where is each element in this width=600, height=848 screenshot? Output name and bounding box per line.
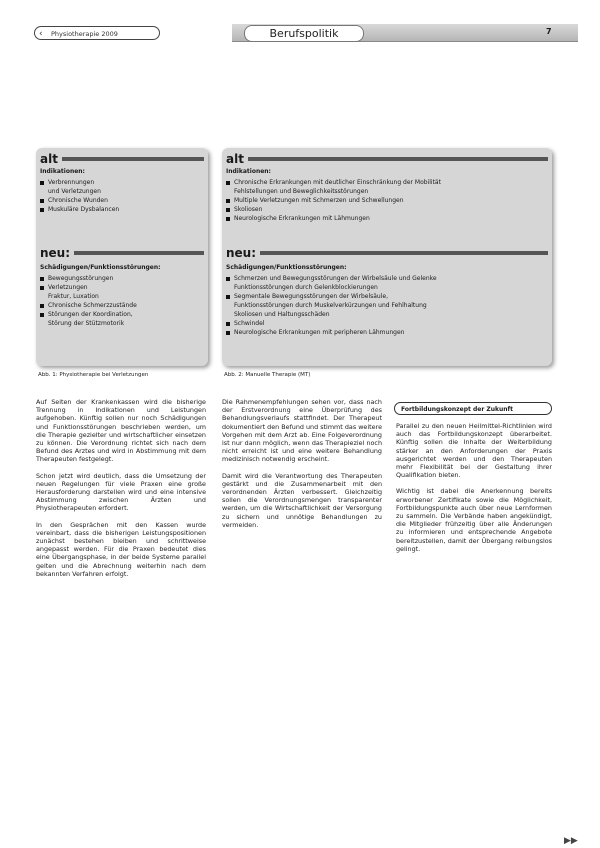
paragraph: Die Rahmenempfehlungen sehen vor, dass nach der Erstverordnung eine Überprüfung des Behandlungsverlaufs stattfindet. Der Therapeut dokumentiert den Befund und stimmt das weitere Vorgehen mit dem Arzt ab. Eine Folgeverordnung ist nur dann möglich, wenn das Therapieziel noch nicht erreicht ist und eine weitere Behandlung medizinisch notwendig erscheint. — [222, 398, 382, 464]
paragraph: Auf Seiten der Krankenkassen wird die bisherige Trennung in Indikationen und Leistungen aufgehoben. Künftig sollen nur noch Schädigungen und Funktionsstörungen beschrieben werden, um die Therapie gezielter und wirtschaftlicher einsetzen zu können. Die Verordnung richtet sich nach dem Befund des Arztes und wird in Abstimmung mit dem Therapeuten festgelegt. — [36, 398, 206, 464]
alt-list — [40, 178, 204, 214]
paragraph: Parallel zu den neuen Heilmittel-Richtlinien wird auch das Fortbildungskonzept überarbeitet. Künftig sollen die Inhalte der Weiterbildung stärker an den Anforderungen der Praxis ausgerichtet werden und den Therapeuten mehr Flexibilität bei der Gestaltung ihrer Qualifikation bieten. — [396, 422, 552, 480]
alt-heading: alt — [226, 152, 548, 166]
list-item: Verletzungen — [40, 283, 204, 292]
list-item: Verbrennungen — [40, 178, 204, 187]
neu-subheading: Schädigungen/Funktionsstörungen: — [40, 264, 161, 271]
list-item: und Verletzungen — [48, 188, 101, 195]
neu-heading: neu: — [226, 246, 548, 260]
neu-list — [226, 274, 548, 337]
alt-subheading: Indikationen: — [226, 168, 271, 175]
alt-subheading: Indikationen: — [40, 168, 85, 175]
caption-right: Abb. 2: Manuelle Therapie (MT) — [224, 372, 311, 378]
alt-list — [226, 178, 548, 223]
list-item: Multiple Verletzungen mit Schmerzen und Schwellungen — [226, 196, 548, 205]
list-item: Fraktur, Luxation — [48, 293, 99, 300]
body-column-3 — [396, 422, 552, 561]
info-box-left — [36, 148, 208, 366]
list-item: Chronische Schmerzzustände — [40, 301, 204, 310]
list-item: Skoliosen und Haltungsschäden — [234, 311, 330, 318]
list-item: Funktionsstörungen durch Gelenkblockierungen — [234, 284, 378, 291]
list-item: Muskuläre Dysbalancen — [40, 205, 204, 214]
page-number: 7 — [546, 27, 552, 36]
list-item: Segmentale Bewegungsstörungen der Wirbelsäule, — [226, 292, 548, 301]
arrow-left-icon: ‹ — [39, 29, 43, 39]
page-title: Berufspolitik — [244, 25, 364, 42]
info-box-right — [222, 148, 552, 366]
list-item: Chronische Erkrankungen mit deutlicher Einschränkung der Mobilität — [226, 178, 548, 187]
neu-subheading: Schädigungen/Funktionsstörungen: — [226, 264, 347, 271]
body-column-2 — [222, 398, 382, 537]
subheading-tag: Fortbildungskonzept der Zukunft — [394, 402, 552, 415]
list-item: Fehlstellungen und Beweglichkeitsstörungen — [234, 188, 369, 195]
paragraph: Schon jetzt wird deutlich, dass die Umsetzung der neuen Regelungen für viele Praxen eine große Herausforderung darstellen wird und eine intensive Abstimmung zwischen Ärzten und Physiotherapeuten erfordert. — [36, 471, 206, 513]
list-item: Schmerzen und Bewegungsstörungen der Wirbelsäule und Gelenke — [226, 274, 548, 283]
list-item: Störungen der Koordination, — [40, 310, 204, 319]
neu-list — [40, 274, 204, 328]
list-item: Chronische Wunden — [40, 196, 204, 205]
body-column-1 — [36, 398, 206, 586]
paragraph: Damit wird die Verantwortung des Therapeuten gestärkt und die Zusammenarbeit mit den verordnenden Ärzten verbessert. Gleichzeitig sollen die Verordnungsmengen transparenter werden, um die Wirtschaftlichkeit der Versorgung zu sichern und unnötige Behandlungen zu vermeiden. — [222, 471, 382, 529]
list-item: Funktionsstörungen durch Muskelverkürzungen und Fehlhaltung — [234, 302, 427, 309]
list-item: Neurologische Erkrankungen mit peripheren Lähmungen — [226, 328, 548, 337]
alt-heading: alt — [40, 152, 204, 166]
list-item: Schwindel — [226, 319, 548, 328]
section-tab-label: Physiotherapie 2009 — [51, 30, 118, 38]
list-item: Neurologische Erkrankungen mit Lähmungen — [226, 214, 548, 223]
paragraph: In den Gesprächen mit den Kassen wurde vereinbart, dass die bisherigen Leistungspositionen zunächst bestehen bleiben und schrittweise angepasst werden. Für die Praxen bedeutet dies eine Übergangsphase, in der beide Systeme parallel gelten und die Abrechnung weiterhin nach dem bekannten Verfahren erfolgt. — [36, 520, 206, 578]
neu-heading: neu: — [40, 246, 204, 260]
list-item: Bewegungsstörungen — [40, 274, 204, 283]
caption-left: Abb. 1: Physiotherapie bei Verletzungen — [38, 372, 149, 378]
paragraph: Wichtig ist dabei die Anerkennung bereits erworbener Zertifikate sowie die Möglichkeit, Fortbildungspunkte auch über neue Lernformen zu sammeln. Die Verbände haben angekündigt, die Mitglieder frühzeitig über alle Änderungen zu informieren und entsprechende Angebote bereitzustellen, damit der Übergang reibungslos gelingt. — [396, 487, 552, 553]
section-tab — [34, 26, 160, 40]
list-item: Störung der Stützmotorik — [48, 320, 125, 327]
list-item: Skoliosen — [226, 205, 548, 214]
next-page-icon: ▶▶ — [564, 836, 578, 846]
